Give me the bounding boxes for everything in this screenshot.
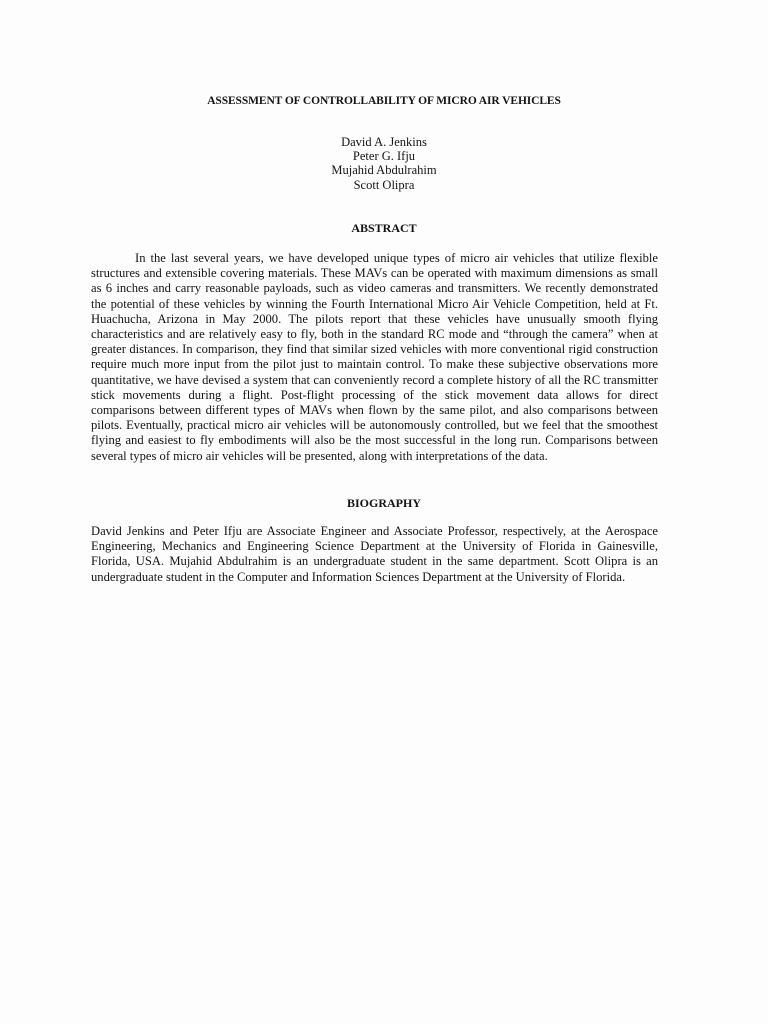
author-list (0, 135, 768, 192)
abstract-paragraph: In the last several years, we have developed unique types of micro air vehicles that utilize flexible structures and extensible covering materials. These MAVs can be operated with maximum dimensions as small as 6 inches and carry reasonable payloads, such as video cameras and transmitters. We recently demonstrated the potential of these vehicles by winning the Fourth International Micro Air Vehicle Competition, held at Ft. Huachucha, Arizona in May 2000. The pilots report that these vehicles have unusually smooth flying characteristics and are relatively easy to fly, both in the standard RC mode and “through the camera” when at greater distances. In comparison, they find that similar sized vehicles with more conventional rigid construction require much more input from the pilot just to maintain control. To make these subjective observations more quantitative, we have devised a system that can conveniently record a complete history of all the RC transmitter stick movements during a flight. Post-flight processing of the stick movement data allows for direct comparisons between different types of MAVs when flown by the same pilot, and also comparisons between pilots. Eventually, practical micro air vehicles will be autonomously controlled, but we feel that the smoothest flying and easiest to fly embodiments will also be the most successful in the long run. Comparisons between several types of micro air vehicles will be presented, along with interpretations of the data. (91, 251, 658, 463)
author-name: Scott Olipra (353, 177, 415, 192)
biography-paragraph: David Jenkins and Peter Ifju are Associate Engineer and Associate Professor, respectively, at the Aerospace Engineering, Mechanics and Engineering Science Department at the University of Florida in Gainesville, Florida, USA. Mujahid Abdulrahim is an undergraduate student in the same department. Scott Olipra is an undergraduate student in the Computer and Information Sciences Department at the University of Florida. (91, 524, 658, 584)
author-name: Peter G. Ifju (352, 149, 416, 164)
biography-heading: BIOGRAPHY (346, 496, 421, 510)
author-name: David A. Jenkins (341, 135, 427, 149)
abstract-heading: ABSTRACT (351, 221, 417, 235)
author-name: Mujahid Abdulrahim (331, 163, 437, 178)
paper-title: ASSESSMENT OF CONTROLLABILITY OF MICRO AIR VEHICLES (207, 95, 561, 107)
